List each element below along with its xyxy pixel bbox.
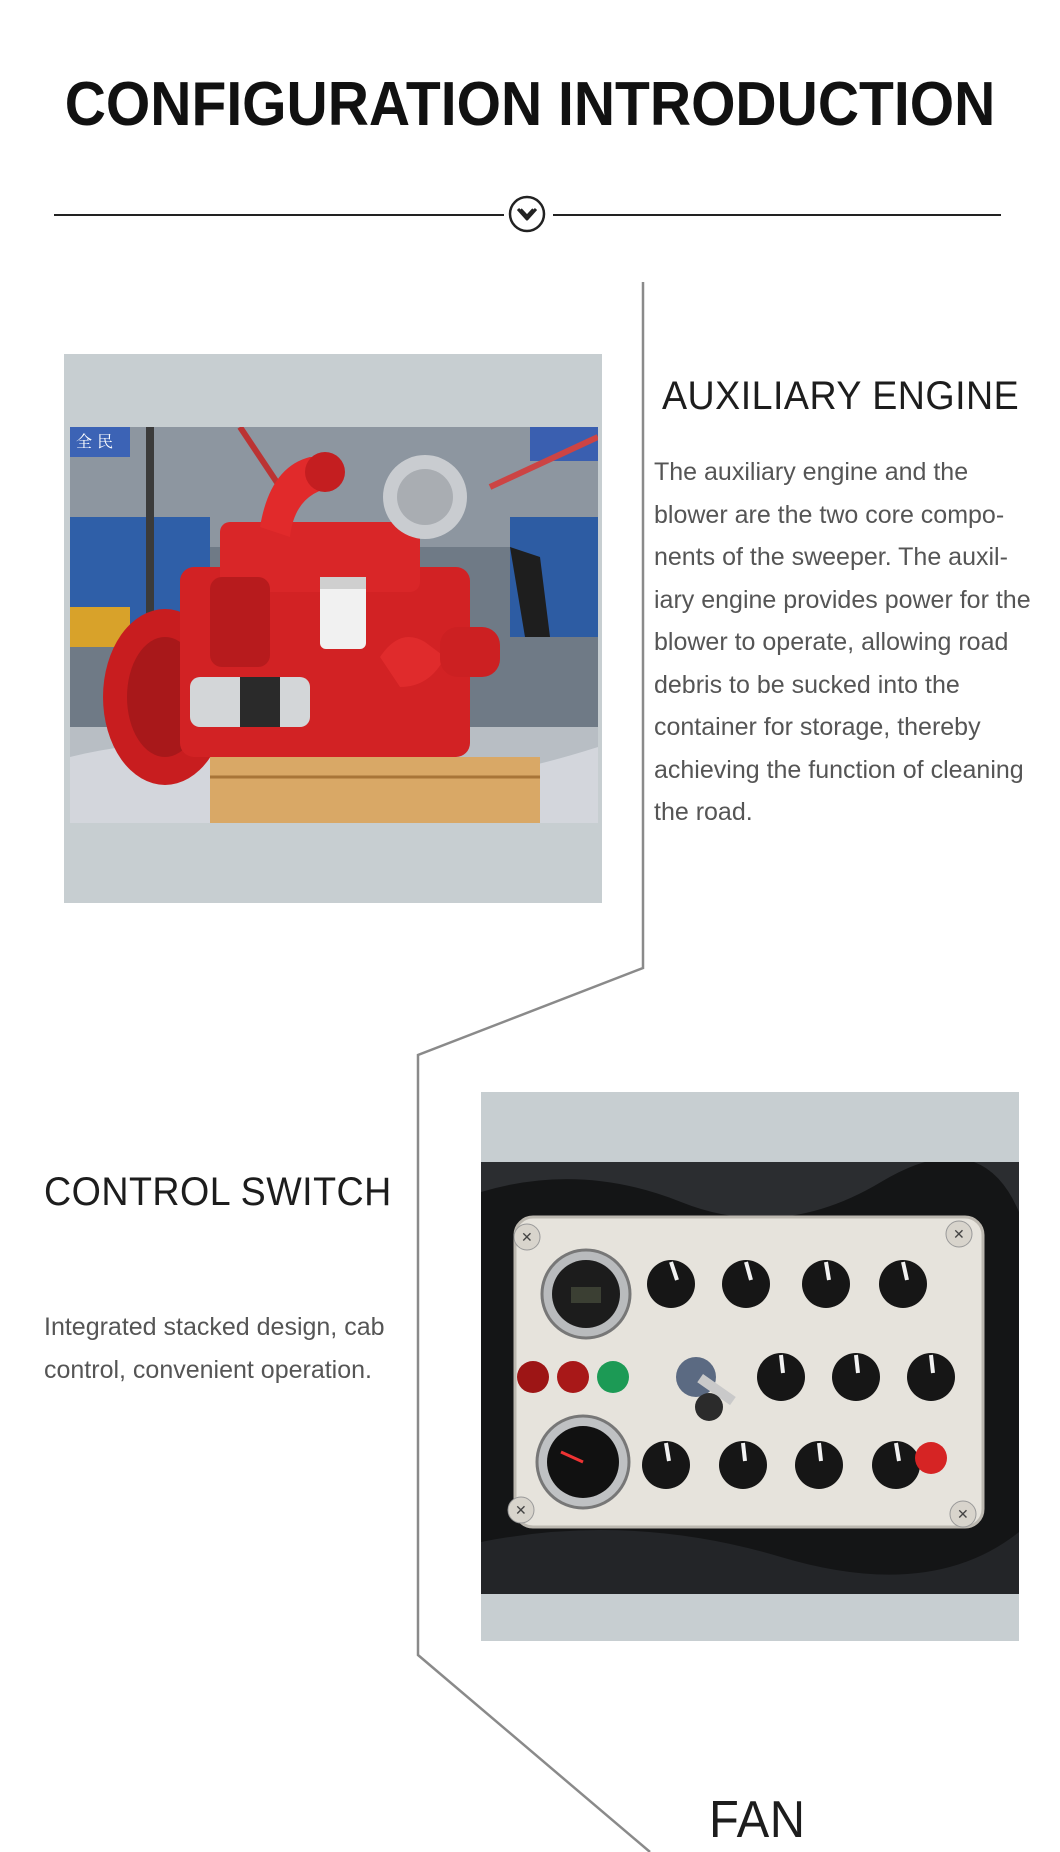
engine-photo-frame bbox=[64, 354, 602, 903]
control-switch-description: Integrated stacked design, cab control, convenient operation. bbox=[44, 1313, 385, 1384]
fan-title: FAN bbox=[709, 1791, 806, 1849]
svg-text:全 民: 全 民 bbox=[76, 432, 114, 451]
svg-text:✕: ✕ bbox=[515, 1502, 527, 1518]
red-diesel-engine-photo bbox=[70, 427, 598, 823]
svg-text:✕: ✕ bbox=[521, 1229, 533, 1245]
svg-text:✕: ✕ bbox=[953, 1226, 965, 1242]
auxiliary-engine-title: AUXILIARY ENGINE bbox=[662, 374, 1020, 418]
control-switch-panel-photo bbox=[481, 1162, 1019, 1594]
page-title: CONFIGURATION INTRODUCTION bbox=[64, 70, 996, 139]
control-switch-title: CONTROL SWITCH bbox=[44, 1170, 392, 1214]
auxiliary-engine-description: The auxiliary engine and the blower are the two core compo-nents of the sweeper. The auxil-iary engine provides power for the blower to operate, allowing road debris to be sucked into the container for storage, thereby achieving the function of cleaning the road. bbox=[654, 458, 1031, 826]
control-switch-photo-frame bbox=[481, 1092, 1019, 1641]
svg-text:✕: ✕ bbox=[957, 1506, 969, 1522]
